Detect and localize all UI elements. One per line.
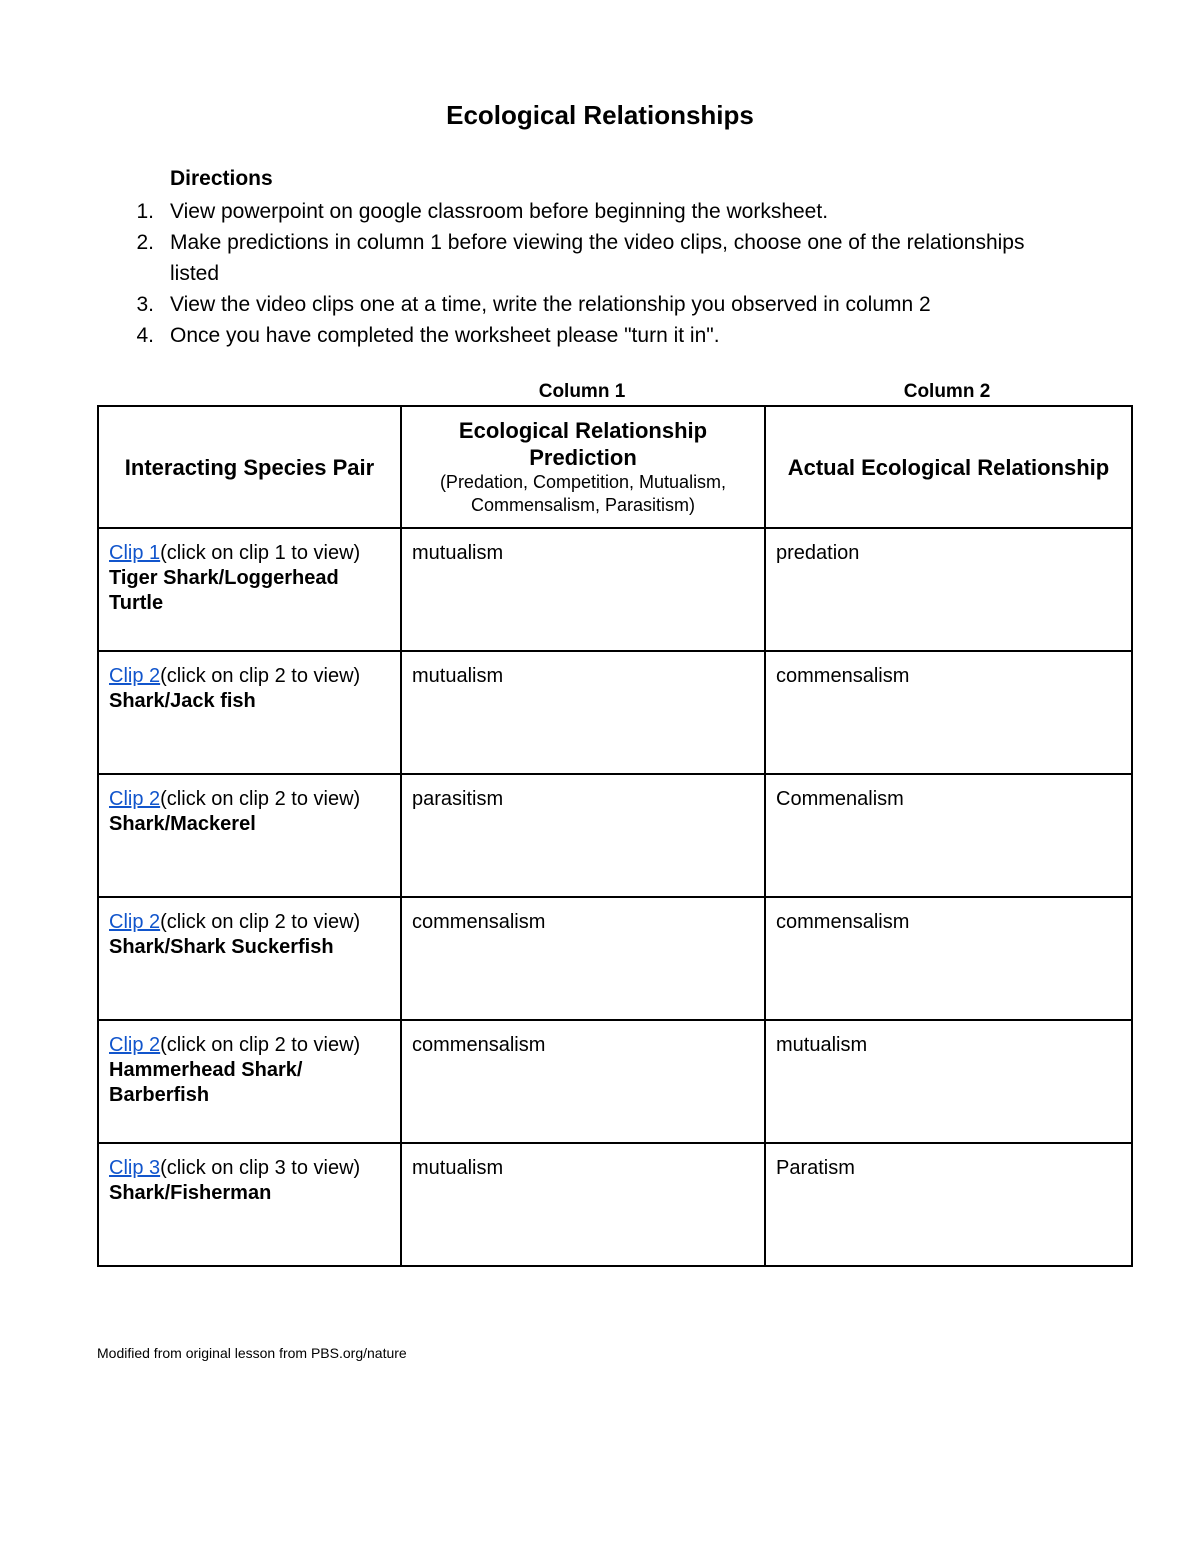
prediction-header	[401, 406, 765, 528]
species-pair: Shark/Jack fish	[109, 690, 256, 712]
species-cell	[98, 1020, 401, 1143]
actual-cell: Paratism	[765, 1143, 1132, 1266]
actual-cell: mutualism	[765, 1020, 1132, 1143]
table-row	[98, 774, 1132, 897]
clip-note: (click on clip 2 to view)	[160, 788, 361, 810]
directions-item	[130, 227, 1030, 289]
actual-cell: commensalism	[765, 651, 1132, 774]
prediction-header-options: (Predation, Competition, Mutualism, Commensalism, Parasitism)	[439, 472, 727, 515]
species-pair-header-label: Interacting Species Pair	[124, 454, 375, 480]
source-note: Modified from original lesson from PBS.org/nature	[97, 1345, 407, 1361]
directions-item-number: 1.	[136, 200, 154, 223]
prediction-cell: commensalism	[401, 1020, 765, 1143]
actual-cell: predation	[765, 528, 1132, 651]
species-pair: Hammerhead Shark/ Barberfish	[109, 1059, 303, 1106]
actual-cell: commensalism	[765, 897, 1132, 1020]
table-row	[98, 1020, 1132, 1143]
clip-note: (click on clip 1 to view)	[160, 542, 361, 564]
species-cell	[98, 528, 401, 651]
directions-list	[130, 196, 1030, 351]
prediction-cell: parasitism	[401, 774, 765, 897]
table-row	[98, 528, 1132, 651]
clip-link[interactable]: Clip 3	[109, 1157, 161, 1179]
directions-item-text: Once you have completed the worksheet please "turn it in".	[170, 324, 720, 347]
clip-link[interactable]: Clip 2	[109, 1034, 161, 1056]
prediction-cell: mutualism	[401, 528, 765, 651]
table-row	[98, 651, 1132, 774]
actual-header	[765, 406, 1132, 528]
species-pair-header	[98, 406, 401, 528]
directions-item-text: Make predictions in column 1 before viewing the video clips, choose one of the relationships listed	[170, 231, 1025, 285]
species-pair: Shark/Mackerel	[109, 813, 256, 835]
clip-link[interactable]: Clip 2	[109, 788, 161, 810]
clip-note: (click on clip 2 to view)	[160, 1034, 361, 1056]
actual-cell: Commenalism	[765, 774, 1132, 897]
clip-note: (click on clip 2 to view)	[160, 911, 361, 933]
directions-item-text: View the video clips one at a time, write the relationship you observed in column 2	[170, 293, 931, 316]
prediction-header-label: Ecological Relationship Prediction	[458, 418, 708, 470]
directions-item	[130, 320, 1030, 351]
species-cell	[98, 1143, 401, 1266]
clip-link[interactable]: Clip 2	[109, 665, 161, 687]
species-pair: Tiger Shark/Loggerhead Turtle	[109, 567, 339, 614]
prediction-cell: commensalism	[401, 897, 765, 1020]
directions-item-number: 4.	[136, 324, 154, 347]
table-header-row	[98, 406, 1132, 528]
clip-note: (click on clip 3 to view)	[160, 1157, 361, 1179]
table-row	[98, 1143, 1132, 1266]
clip-link[interactable]: Clip 2	[109, 911, 161, 933]
directions-item	[130, 289, 1030, 320]
directions-item	[130, 196, 1030, 227]
directions-heading: Directions	[170, 167, 273, 190]
column-2-caption: Column 2	[903, 381, 991, 402]
species-cell	[98, 651, 401, 774]
species-pair: Shark/Fisherman	[109, 1182, 272, 1204]
species-cell	[98, 897, 401, 1020]
column-1-caption: Column 1	[538, 381, 626, 402]
species-pair: Shark/Shark Suckerfish	[109, 936, 334, 958]
prediction-cell: mutualism	[401, 1143, 765, 1266]
table-row	[98, 897, 1132, 1020]
relationships-table	[97, 405, 1133, 1267]
species-cell	[98, 774, 401, 897]
clip-link[interactable]: Clip 1	[109, 542, 161, 564]
actual-header-label: Actual Ecological Relationship	[787, 454, 1110, 480]
clip-note: (click on clip 2 to view)	[160, 665, 361, 687]
page-title: Ecological Relationships	[446, 100, 754, 130]
directions-item-number: 3.	[136, 293, 154, 316]
prediction-cell: mutualism	[401, 651, 765, 774]
directions-item-text: View powerpoint on google classroom before beginning the worksheet.	[170, 200, 829, 223]
directions-item-number: 2.	[136, 231, 154, 254]
